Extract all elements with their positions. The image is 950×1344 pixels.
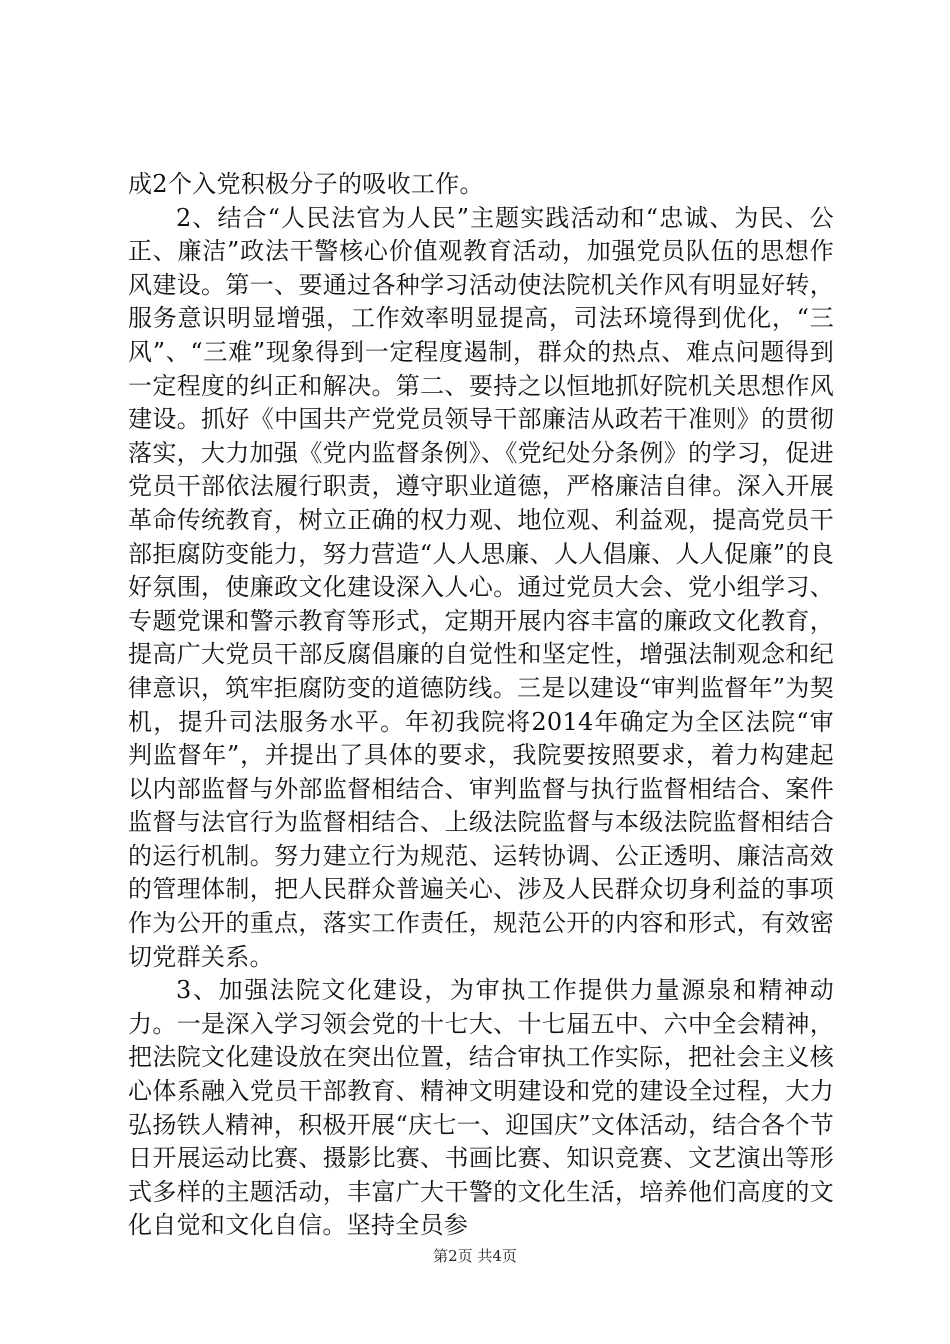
paragraph-3: 3、加强法院文化建设，为审执工作提供力量源泉和精神动力。一是深入学习领会党的十七大、十七届五中、六中全会精神，把法院文化建设放在突出位置，结合审执工作实际，把社会主义核心体系融入党员干部教育、精神文明建设和党的建设全过程，大力弘扬铁人精神，积极开展“庆七一、迎国庆”文体活动，结合各个节日开展运动比赛、摄影比赛、书画比赛、知识竞赛、文艺演出等形式多样的主题活动，丰富广大干警的文化生活，培养他们高度的文化自觉和文化自信。坚持全员参 <box>128 976 834 1240</box>
document-body <box>128 168 834 1243</box>
paragraph-1: 成2个入党积极分子的吸收工作。 <box>128 170 484 198</box>
paragraph-2: 2、结合“人民法官为人民”主题实践活动和“忠诚、为民、公正、廉洁”政法干警核心价值观教育活动，加强党员队伍的思想作风建设。第一、要通过各种学习活动使法院机关作风有明显好转，服务意识明显增强，工作效率明显提高，司法环境得到优化，“三风”、“三难”现象得到一定程度遏制，群众的热点、难点问题得到一定程度的纠正和解决。第二、要持之以恒地抓好院机关思想作风建设。抓好《中国共产党党员领导干部廉洁从政若干准则》的贯彻落实，大力加强《党内监督条例》、《党纪处分条例》的学习，促进党员干部依法履行职责，遵守职业道德，严格廉洁自律。深入开展革命传统教育，树立正确的权力观、地位观、利益观，提高党员干部拒腐防变能力，努力营造“人人思廉、人人倡廉、人人促廉”的良好氛围，使廉政文化建设深入人心。通过党员大会、党小组学习、专题党课和警示教育等形式，定期开展内容丰富的廉政文化教育，提高广大党员干部反腐倡廉的自觉性和坚定性，增强法制观念和纪律意识，筑牢拒腐防变的道德防线。三是以建设“审判监督年”为契机，提升司法服务水平。年初我院将2014年确定为全区法院“审判监督年”，并提出了具体的要求，我院要按照要求，着力构建起以内部监督与外部监督相结合、审判监督与执行监督相结合、案件监督与法官行为监督相结合、上级法院监督与本级法院监督相结合的运行机制。努力建立行为规范、运转协调、公正透明、廉洁高效的管理体制，把人民群众普遍关心、涉及人民群众切身利益的事项作为公开的重点，落实工作责任，规范公开的内容和形式，有效密切党群关系。 <box>128 203 834 971</box>
page-number-footer: 第2页 共4页 <box>433 1247 517 1265</box>
